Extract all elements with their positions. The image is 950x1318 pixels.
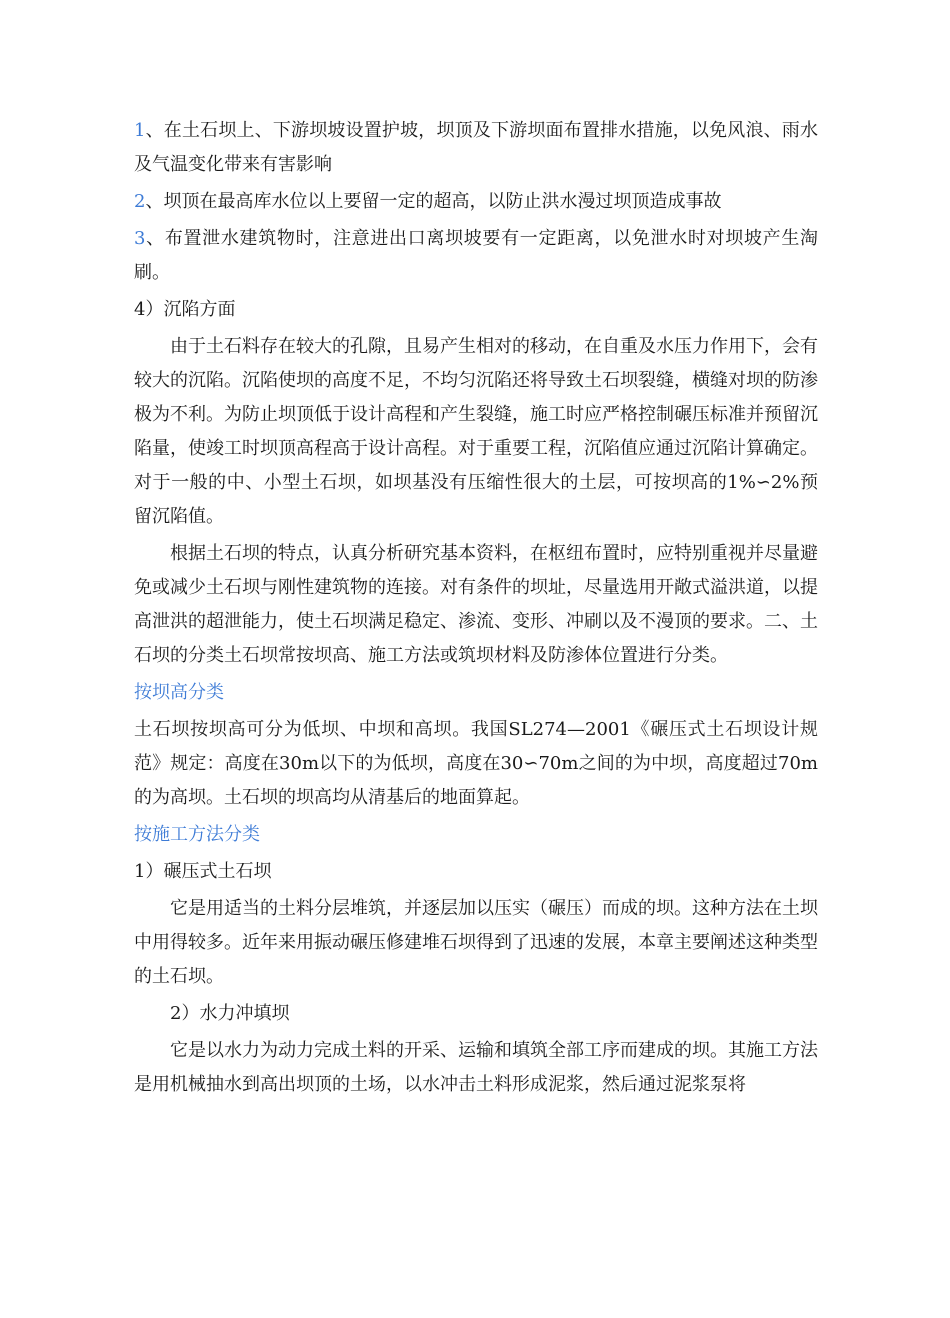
document-page — [134, 114, 818, 1105]
paragraph-by-dam-height: 土石坝按坝高可分为低坝、中坝和高坝。我国SL274—2001《碾压式土石坝设计规范》规定：高度在30m以下的为低坝，高度在30∽70m之间的为中坝，高度超过70m的为高坝。土石坝的坝高均从清基后的地面算起。 — [134, 719, 818, 808]
section-heading-settlement: 4）沉陷方面 — [134, 299, 236, 320]
list-item-1 — [134, 114, 818, 182]
list-item-2 — [134, 185, 818, 219]
subheading-hydraulic-fill-dam: 2）水力冲填坝 — [170, 1003, 290, 1024]
paragraph-compacted-dam: 它是用适当的土料分层堆筑，并逐层加以压实（碾压）而成的坝。这种方法在土坝中用得较多。近年来用振动碾压修建堆石坝得到了迅速的发展，本章主要阐述这种类型的土石坝。 — [134, 898, 818, 987]
list-text: 、坝顶在最高库水位以上要留一定的超高，以防止洪水漫过坝顶造成事故 — [145, 191, 722, 212]
list-number: 3 — [134, 228, 146, 249]
heading-by-construction-method: 按施工方法分类 — [134, 824, 260, 845]
list-number: 2 — [134, 191, 146, 212]
paragraph-settlement: 由于土石料存在较大的孔隙，且易产生相对的移动，在自重及水压力作用下，会有较大的沉陷。沉陷使坝的高度不足，不均匀沉陷还将导致土石坝裂缝，横缝对坝的防渗极为不利。为防止坝顶低于设计高程和产生裂缝，施工时应严格控制碾压标准并预留沉陷量，使竣工时坝顶高程高于设计高程。对于重要工程，沉陷值应通过沉陷计算确定。对于一般的中、小型土石坝，如坝基没有压缩性很大的土层，可按坝高的1%∽2%预留沉陷值。 — [134, 336, 818, 527]
subheading-compacted-dam: 1）碾压式土石坝 — [134, 861, 272, 882]
list-text: 、在土石坝上、下游坝坡设置护坡，坝顶及下游坝面布置排水措施，以免风浪、雨水及气温变化带来有害影响 — [134, 120, 818, 175]
paragraph-hydraulic-fill-dam: 它是以水力为动力完成土料的开采、运输和填筑全部工序而建成的坝。其施工方法是用机械抽水到高出坝顶的土场，以水冲击土料形成泥浆，然后通过泥浆泵将 — [134, 1040, 818, 1095]
heading-by-dam-height: 按坝高分类 — [134, 682, 224, 703]
list-item-3 — [134, 222, 818, 290]
paragraph-features: 根据土石坝的特点，认真分析研究基本资料，在枢纽布置时，应特别重视并尽量避免或减少土石坝与刚性建筑物的连接。对有条件的坝址，尽量选用开敞式溢洪道，以提高泄洪的超泄能力，使土石坝满足稳定、渗流、变形、冲刷以及不漫顶的要求。二、土石坝的分类土石坝常按坝高、施工方法或筑坝材料及防渗体位置进行分类。 — [134, 543, 818, 666]
list-number: 1 — [134, 120, 146, 141]
list-text: 、布置泄水建筑物时，注意进出口离坝坡要有一定距离，以免泄水时对坝坡产生淘刷。 — [134, 228, 818, 283]
